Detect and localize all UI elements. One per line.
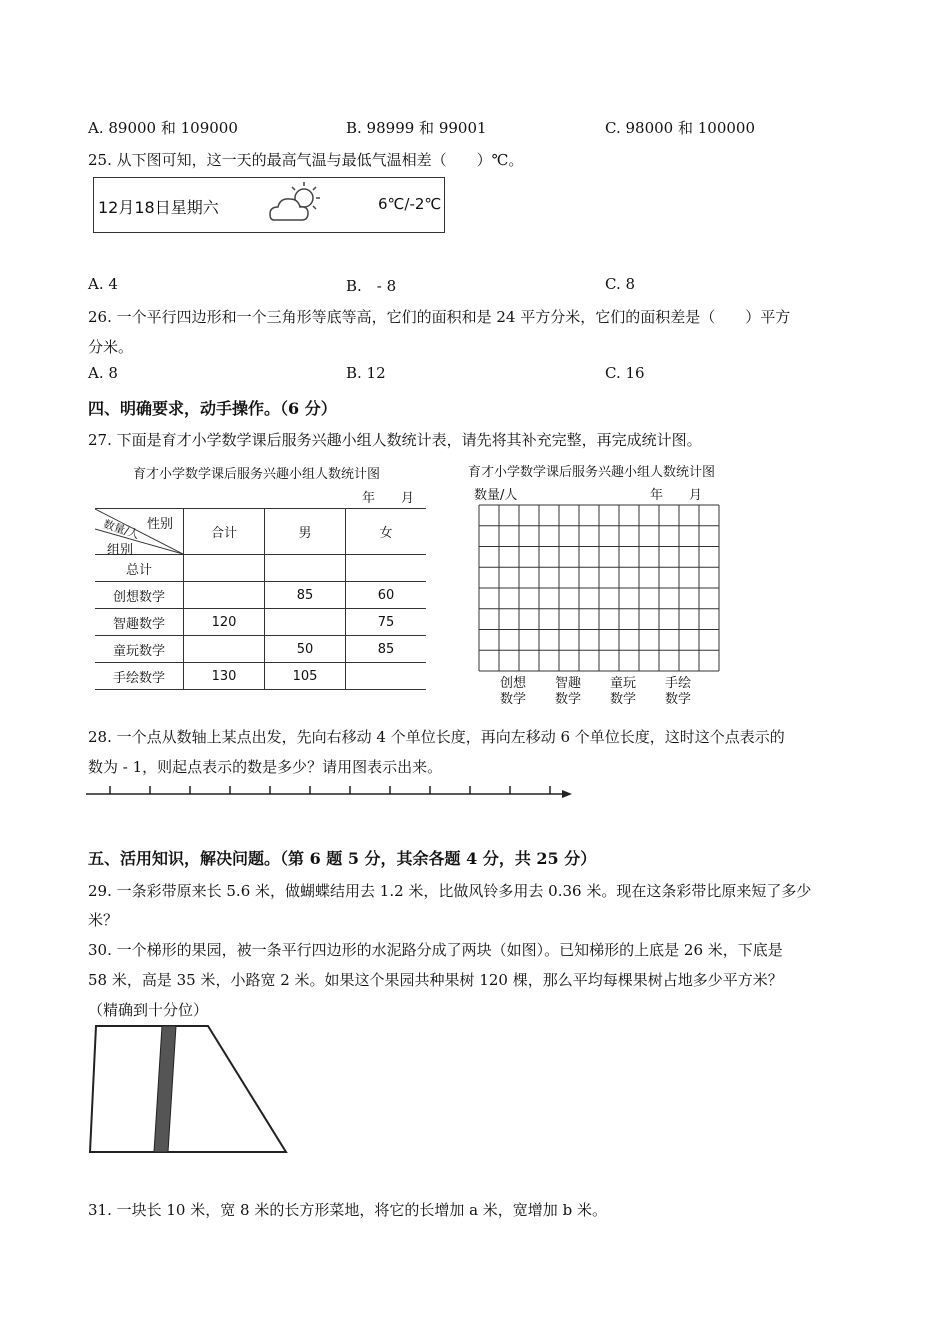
- cell-male: 50: [265, 636, 346, 663]
- cell-total[interactable]: [184, 555, 265, 582]
- cell-male[interactable]: [265, 555, 346, 582]
- partly-cloudy-icon: [266, 180, 328, 230]
- category-label: 创想 数学: [500, 676, 527, 707]
- weather-card: [93, 177, 445, 233]
- chart-ylabel: 数量/人: [474, 488, 518, 503]
- q26-question-line2: 分米。: [88, 338, 134, 356]
- section-4-title: 四、明确要求，动手操作。（6 分）: [88, 399, 337, 418]
- cell-female[interactable]: [346, 663, 427, 690]
- cell-female: 75: [346, 609, 427, 636]
- cell-male: 85: [265, 582, 346, 609]
- table-row: [95, 609, 426, 636]
- cell-total[interactable]: [184, 636, 265, 663]
- row-label: 手绘数学: [95, 663, 184, 690]
- row-label: 总计: [95, 555, 184, 582]
- cell-total[interactable]: [184, 582, 265, 609]
- table-row: [95, 663, 426, 690]
- header-male: 男: [265, 509, 346, 555]
- section-5-title: 五、活用知识，解决问题。（第 6 题 5 分，其余各题 4 分，共 25 分）: [88, 849, 597, 868]
- table-title: 育才小学数学课后服务兴趣小组人数统计图: [133, 467, 381, 482]
- category-label: 童玩 数学: [610, 676, 637, 707]
- q30-question-line1: 30. 一个梯形的果园，被一条平行四边形的水泥路分成了两块（如图）。已知梯形的上底是 26 米，下底是: [88, 941, 783, 959]
- q25-option-b: B. - 8: [346, 277, 397, 295]
- cell-female: 85: [346, 636, 427, 663]
- q25-question: 25. 从下图可知，这一天的最高气温与最低气温相差（ ）℃。: [88, 151, 524, 169]
- category-label: 手绘 数学: [665, 676, 692, 707]
- cell-male: 105: [265, 663, 346, 690]
- q29-question-line1: 29. 一条彩带原来长 5.6 米，做蝴蝶结用去 1.2 米，比做风铃多用去 0.36 米。现在这条彩带比原来短了多少: [88, 882, 812, 900]
- diagonal-header-cell: [95, 509, 184, 558]
- diag-label-bottom: 组别: [107, 543, 134, 558]
- header-female: 女: [346, 509, 427, 555]
- row-label: 童玩数学: [95, 636, 184, 663]
- cell-female: 60: [346, 582, 427, 609]
- q24-option-c: C. 98000 和 100000: [605, 119, 755, 137]
- q29-question-line2: 米？: [88, 911, 119, 929]
- cell-total: 130: [184, 663, 265, 690]
- table-row: [95, 636, 426, 663]
- diag-label-mid: 数量/人: [101, 517, 141, 542]
- category-label: 智趣 数学: [555, 676, 582, 707]
- q24-option-a: A. 89000 和 109000: [88, 119, 238, 137]
- cell-total: 120: [184, 609, 265, 636]
- weather-date: 12月18日星期六: [98, 198, 219, 217]
- q25-option-c: C. 8: [605, 275, 636, 293]
- statistics-table: [95, 508, 426, 690]
- cell-male[interactable]: [265, 609, 346, 636]
- q31-question: 31. 一块长 10 米，宽 8 米的长方形菜地，将它的长增加 a 米，宽增加 b 米。: [88, 1201, 607, 1219]
- q28-question-line1: 28. 一个点从数轴上某点出发，先向右移动 4 个单位长度，再向左移动 6 个单位长度，这时这个点表示的: [88, 728, 785, 746]
- q27-question: 27. 下面是育才小学数学课后服务兴趣小组人数统计表，请先将其补充完整，再完成统计图。: [88, 431, 702, 449]
- q26-question-line1: 26. 一个平行四边形和一个三角形等底等高，它们的面积和是 24 平方分米，它们的面积差是（ ）平方: [88, 308, 791, 326]
- q25-option-a: A. 4: [88, 275, 118, 293]
- q28-question-line2: 数为 - 1，则起点表示的数是多少？请用图表示出来。: [88, 758, 443, 776]
- diag-label-top: 性别: [147, 517, 174, 532]
- trapezoid-outline: [90, 1026, 286, 1152]
- q26-option-a: A. 8: [88, 364, 118, 382]
- table-row: [95, 582, 426, 609]
- row-label: 创想数学: [95, 582, 184, 609]
- weather-temp: 6℃/-2℃: [378, 195, 442, 213]
- chart-date: 年 月: [650, 488, 703, 503]
- q30-question-line2: 58 米，高是 35 米，小路宽 2 米。如果这个果园共种果树 120 棵，那么平均每棵果树占地多少平方米？: [88, 971, 783, 989]
- q30-question-line3: （精确到十分位）: [88, 1001, 209, 1019]
- q26-option-c: C. 16: [605, 364, 645, 382]
- table-row: [95, 555, 426, 582]
- number-line[interactable]: [86, 780, 576, 802]
- q24-option-b: B. 98999 和 99001: [346, 119, 487, 137]
- header-total: 合计: [184, 509, 265, 555]
- table-date: 年 月: [362, 491, 415, 506]
- q26-option-b: B. 12: [346, 364, 386, 382]
- blank-chart-grid[interactable]: [478, 504, 720, 672]
- arrow-right-icon: [562, 790, 572, 798]
- trapezoid-orchard-figure: [88, 1022, 290, 1156]
- cell-female[interactable]: [346, 555, 427, 582]
- row-label: 智趣数学: [95, 609, 184, 636]
- chart-title: 育才小学数学课后服务兴趣小组人数统计图: [468, 465, 716, 480]
